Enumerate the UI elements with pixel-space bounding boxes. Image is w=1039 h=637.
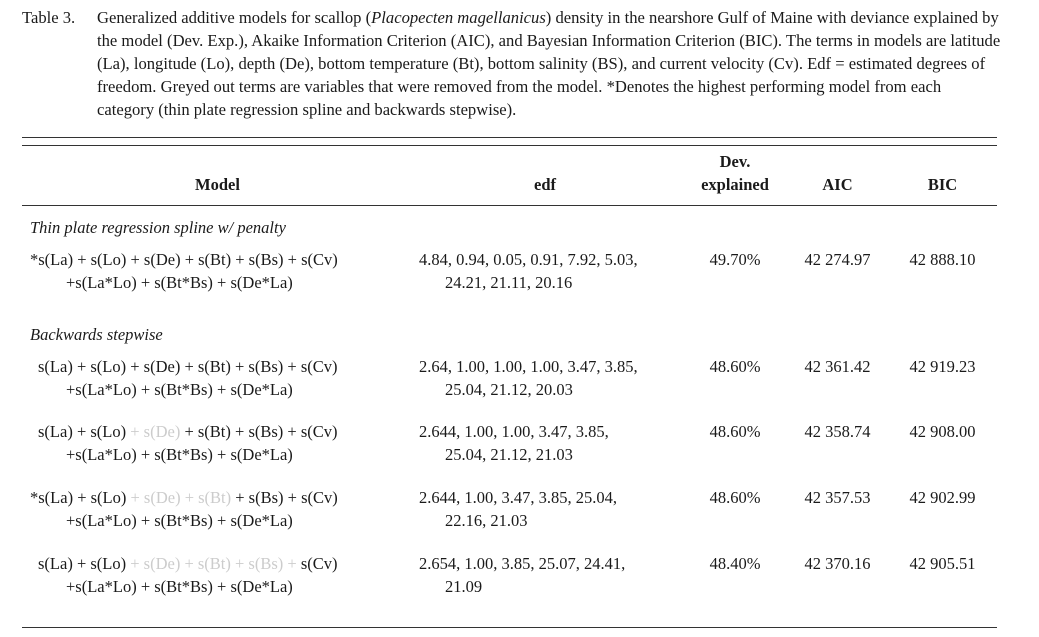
model-line2: +s(La*Lo) + s(Bt*Bs) + s(De*La) (66, 445, 293, 464)
edf-cell (419, 420, 681, 466)
header-model: Model (195, 175, 240, 194)
model-cell (30, 248, 415, 294)
dev-explained-cell: 48.60% (709, 357, 761, 376)
header-bic: BIC (927, 175, 958, 194)
bic-cell: 42 908.00 (909, 422, 976, 441)
model-terms-removed: + s(De) + s(Bt) (126, 488, 232, 507)
edf-cell (419, 355, 681, 401)
header-dev-explained (680, 150, 790, 196)
aic-cell: 42 358.74 (804, 422, 871, 441)
edf-line2: 24.21, 21.11, 20.16 (445, 273, 573, 292)
header-rule (22, 205, 997, 206)
aic-cell: 42 357.53 (804, 488, 871, 507)
edf-line1: 4.84, 0.94, 0.05, 0.91, 7.92, 5.03, (419, 250, 638, 269)
edf-line1: 2.644, 1.00, 3.47, 3.85, 25.04, (419, 488, 617, 507)
edf-cell (419, 552, 681, 598)
aic-cell: 42 370.16 (804, 554, 871, 573)
model-terms-kept: + s(Bs) + s(Cv) (231, 488, 338, 507)
bottom-rule (22, 627, 997, 628)
edf-line1: 2.64, 1.00, 1.00, 1.00, 3.47, 3.85, (419, 357, 638, 376)
model-terms-kept: + s(Bt) + s(Bs) + s(Cv) (180, 422, 338, 441)
dev-explained-cell: 48.40% (709, 554, 761, 573)
bic-cell: 42 905.51 (909, 554, 976, 573)
table-caption (22, 6, 1002, 121)
aic-cell: 42 274.97 (804, 250, 871, 269)
edf-line2: 22.16, 21.03 (445, 511, 528, 530)
model-cell (38, 552, 423, 598)
header-dev-line1: Dev. (719, 152, 751, 171)
dev-explained-cell: 48.60% (709, 422, 761, 441)
bic-cell: 42 888.10 (909, 250, 976, 269)
edf-line2: 21.09 (445, 577, 483, 596)
table-label: Table 3. (22, 8, 76, 27)
model-line1 (38, 552, 423, 575)
model-line1: *s(La) + s(Lo) + s(De) + s(Bt) + s(Bs) + s(Cv) (30, 250, 338, 269)
edf-cell (419, 248, 681, 294)
bic-cell: 42 902.99 (909, 488, 976, 507)
model-line1: s(La) + s(Lo) + s(De) + s(Bt) + s(Bs) + s(Cv) (38, 357, 338, 376)
section-title-backwards-stepwise: Backwards stepwise (30, 325, 163, 344)
edf-line1: 2.644, 1.00, 1.00, 3.47, 3.85, (419, 422, 609, 441)
model-line1 (38, 420, 423, 443)
model-terms-kept: *s(La) + s(Lo) (30, 488, 127, 507)
caption-text (97, 6, 1002, 121)
model-cell (30, 486, 415, 532)
header-aic: AIC (822, 175, 853, 194)
header-edf: edf (534, 175, 556, 194)
model-cell (38, 420, 423, 466)
dev-explained-cell: 49.70% (709, 250, 761, 269)
model-line2: +s(La*Lo) + s(Bt*Bs) + s(De*La) (66, 380, 293, 399)
section-title-thin-plate: Thin plate regression spline w/ penalty (30, 218, 286, 237)
dev-explained-cell: 48.60% (709, 488, 761, 507)
model-cell (38, 355, 423, 401)
model-terms-kept: s(La) + s(Lo) (38, 422, 127, 441)
caption-text-after: ) density in the nearshore Gulf of Maine with deviance explained by the model (Dev. Exp.), Akaike Information Criterion (AIC), and Bayesian Information Criterion (BIC). The terms in models are latitude (La), longitude (Lo), depth (De), bottom temperature (Bt), bottom salinity (BS), and current velocity (Cv). Edf = estimated degrees of freedom. Greyed out terms are variables that were removed from the model. *Denotes the highest performing model from each category (thin plate regression spline and backwards stepwise). (97, 8, 1001, 119)
model-line2: +s(La*Lo) + s(Bt*Bs) + s(De*La) (66, 511, 293, 530)
model-terms-removed: + s(De) + s(Bt) + s(Bs) + (126, 554, 297, 573)
edf-cell (419, 486, 681, 532)
top-rule-2 (22, 145, 997, 146)
edf-line2: 25.04, 21.12, 20.03 (445, 380, 573, 399)
model-terms-kept: s(La) + s(Lo) (38, 554, 127, 573)
bic-cell: 42 919.23 (909, 357, 976, 376)
top-rule-1 (22, 137, 997, 138)
model-line2: +s(La*Lo) + s(Bt*Bs) + s(De*La) (66, 577, 293, 596)
model-line2: +s(La*Lo) + s(Bt*Bs) + s(De*La) (66, 273, 293, 292)
model-terms-kept: s(Cv) (296, 554, 338, 573)
aic-cell: 42 361.42 (804, 357, 871, 376)
model-terms-removed: + s(De) (126, 422, 181, 441)
edf-line1: 2.654, 1.00, 3.85, 25.07, 24.41, (419, 554, 626, 573)
caption-species: Placopecten magellanicus (371, 8, 546, 27)
edf-line2: 25.04, 21.12, 21.03 (445, 445, 573, 464)
header-dev-line2: explained (701, 175, 769, 194)
caption-text-before: Generalized additive models for scallop ( (97, 8, 372, 27)
model-line1 (30, 486, 415, 509)
